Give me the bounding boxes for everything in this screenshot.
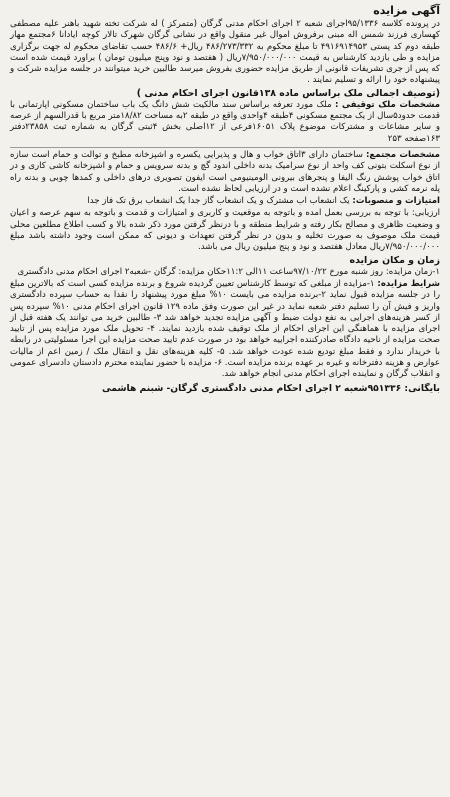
- notice-title: آگهی مزایده: [373, 4, 440, 17]
- property-specs-label: مشخصات ملک توقیفی :: [334, 99, 441, 110]
- footer: [10, 383, 440, 395]
- summary-heading: (توصیف اجمالی ملک براساس ماده ۱۳۸قانون اجرای احکام مدنی ): [136, 87, 440, 99]
- utilities-label: امتیازات و منصوبات:: [352, 196, 440, 207]
- time-place-heading: زمان و مکان مزایده: [349, 254, 440, 266]
- time-place-text: ۱-زمان مزایده: روز شنبه مورخ ۹۷/۱۰/۲۲ساعت ۱۱الی ۱۱:۲حکان مزایده: گرگان -شعبه۲ اجرای احکام مدنی دادگستری: [17, 266, 440, 277]
- complex-specs-text: ساختمان دارای ۳اتاق خواب و هال و پذیرایی یکسره و اشپزخانه مطبخ و توالت و حمام است سازه از نوع اسکلت بتونی کف واحد از نوع سرامیک بدنه داخلی اندود گچ و بدنه سرویس و حمام و اشپزخانه کاشی کاری و در اتاق خواب پوشش رنگ الیفا و پنجرهای بیرونی الومینیومی است ایفون تصویری درهای داخلی و کمدها چوبی و بدنه راه پله نرمه کشی و پارکینگ اعلام نشده است و در ارزیابی لحاظ نشده است.: [10, 149, 440, 194]
- utilities-text: یک انشعاب اب مشترک و یک انشعاب گاز جدا یک انشعاب برق تک فاز جدا: [87, 196, 350, 207]
- conditions-text: ۱-مزایده از مبلغی که توسط کارشناس تعیین گردیده شروع و برنده مزایده کسی است که بالاترین مبلغ را در جلسه مزایده قبول نماید ۲-برنده مزایده می بایست ۱۰% مبلغ مورد پیشنهاد را نقدا به حساب سپرده دادگستری واریز و فیش آن را تسلیم دفتر شعبه نماید در غیر این صورت وفق ماده ۱۲۹ قانون اجرای احکام مدنی ۱۰% سپرده پس از کسر هزینه‌های اجرایی به نفع دولت ضبط و آگهی مزایده تجدید خواهد شد ۳- طالبین خرید می توانند یک هفته قبل از اجرای مزایده با هماهنگی این اجرای احکام از ملک توقیف شده بازدید نمایند. ۴- تحویل ملک مورد مزایده پس از تایید صحت مزایده از ناحیه دادگاه صادرکننده اجراییه خواهد بود در صورت عدم تایید صحت مزایده این اجرا مسئولیتی در رابطه با خریدار ندارد و فقط مبلغ تودیع شده عودت خواهد شد. ۵- کلیه هزینه‌های نقل و انتقال ملک / زمین اعم از مالیات عوارض و هزینه دفترخانه و غیره بر عهده برنده مزایده است. ۶- مزایده با حضور نماینده محترم دادستان دادسرای عمومی و انقلاب گرگان و نماینده اجرای احکام مدنی انجام خواهد شد.: [10, 278, 441, 380]
- conditions-label: شرایط مزایده:: [377, 278, 440, 289]
- property-specs: [10, 100, 440, 145]
- utilities: [10, 196, 440, 207]
- complex-specs: [10, 150, 440, 195]
- auction-conditions: [10, 279, 440, 381]
- valuation-paragraph: ارزیابی: با توجه به بررسی بعمل امده و باتوجه به موقعیت و کاربری و امتیازات و قدمت و باتوجه به سهم عرصه و اعیان و وضعیت ظاهری و مصالح بکار رفته و شرایط منطقه و با درنظر گرفتن مورد ذکر شده بالا و کسب اطلاع مطلعین محلی قیمت ملک موصوف به صورت تخلیه و بدون در نظر گرفتن تعهدات و دیونی که ممکن است وجود داشته باشد مبلغ ۷/۹۵۰/۰۰۰/۰۰۰ریال معادل هفتصد و نود و پنج میلیون ریال می باشد.: [10, 208, 440, 253]
- complex-specs-label: مشخصات مجتمع:: [365, 149, 440, 160]
- property-specs-text: ملک مورد تعرفه براساس سند مالکیت شش دانگ یک باب ساختمان مسکونی اپارتمانی با قدمت حدود۵سال از یک مجتمع مسکونی ۴طبقه ۴واحدی واقع در طبقه ۲به مساحت ۱۸/۸۲متر مربع با قدرالسهم از عرصه و سایر مشاعات و مشترکات موضوع پلاک ۱۶۰۵۱فرعی از ۱۲اصلی بخش ۴ثبتی گرگان به شماره ثبت ۲۳۸۵۸دفتر ۱۶۳صفحه ۲۵۳: [10, 99, 440, 144]
- footer-archive: بایگانی: ۹۵۱۳۳۶شعبه ۲ اجرای احکام مدنی دادگستری گرگان-: [166, 382, 440, 394]
- footer-signature: شبنم هاشمی: [102, 382, 164, 394]
- divider: [10, 147, 440, 148]
- intro-paragraph: در پرونده کلاسه ۹۵/۱۳۳۶اجرای شعبه ۲ اجرای احکام مدنی گرگان (متمرکز ) له شرکت تخته شهید باهنر علیه مصطفی کهساری فرزند شمس اله مبنی برفروش اموال غیر منقول واقع در نشانی گرگان شهرک تالار کوچه ایادانا ۶مجتمع مهار طبقه دوم کد پستی ۴۹۱۶۹۱۴۹۵۳ تا مبلغ محکوم به ۴۸۶/۲۷۳/۳۳۲ ریال+ ۴۸۶/۶ حسب تقاضای محکوم له جهت برگزاری مزایده و طی بازدید کارشناس به قیمت ۷/۹۵۰/۰۰۰/۰۰۰ریال ( هفتصد و نود وپنج میلیون تومان ) براورد قیمت شده است که پس از جری تشریفات قانونی از طریق مزایده حضوری بفروش میرسد طالبین خرید میتوانند در جلسه مزایده شرکت و پیشنهاده خود را ارائه و تسلیم نمایند .: [10, 19, 441, 86]
